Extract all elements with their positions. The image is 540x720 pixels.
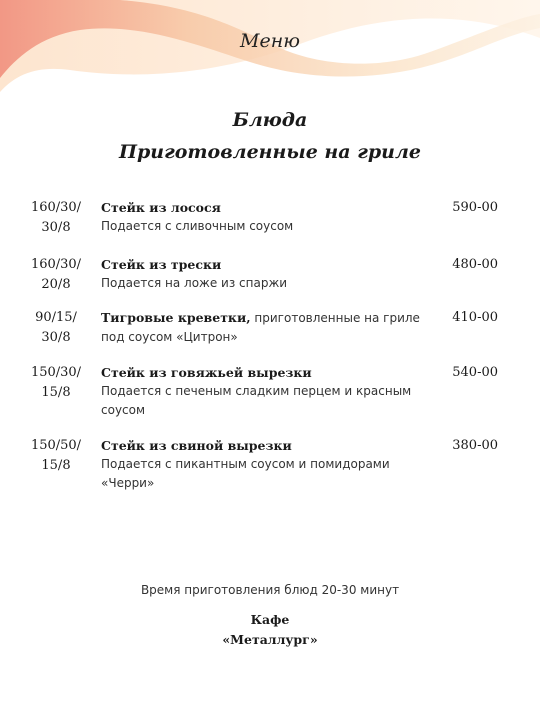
portion-line1: 90/15/ [35,310,77,325]
item-price: 540-00 [452,365,498,380]
portion-weight [24,308,88,348]
item-price: 590-00 [452,200,498,215]
cooking-time-note: Время приготовления блюд 20-30 минут [140,583,400,597]
portion-weight [24,255,88,295]
portion-line2: 15/8 [41,458,71,473]
item-name: Стейк из трески [101,257,222,272]
cafe-signature [0,610,540,650]
portion-line2: 15/8 [41,385,71,400]
item-description [101,363,439,420]
item-description [101,198,439,236]
item-price: 410-00 [452,310,498,325]
portion-line2: 30/8 [41,330,71,345]
item-description [101,436,439,493]
item-description [101,255,439,293]
portion-line1: 150/30/ [30,365,82,380]
item-price: 480-00 [452,257,498,272]
item-text: Подается с сливочным соусом [101,219,294,233]
item-name: Стейк из свиной вырезки [101,438,292,453]
item-name: Стейк из говяжьей вырезки [101,365,312,380]
item-price: 380-00 [452,438,498,453]
item-name: Тигровые креветки, [101,310,251,325]
section-title-line1: Блюда [232,109,308,131]
item-text: Подается с печеным сладким перцем и красным соусом [101,384,412,417]
item-name: Стейк из лосося [101,200,221,215]
cafe-label: Кафе [250,612,290,627]
section-title-line2: Приготовленные на гриле [119,141,421,163]
section-title [0,104,540,168]
portion-weight [24,198,88,238]
portion-weight [24,436,88,476]
portion-line1: 160/30/ [30,257,82,272]
portion-line1: 160/30/ [30,200,82,215]
portion-line1: 150/50/ [30,438,82,453]
item-text: Подается на ложе из спаржи [101,276,288,290]
item-text: приготовленные на гриле под соусом «Цитрон» [101,311,420,344]
header-banner [0,0,540,110]
portion-line2: 20/8 [41,277,71,292]
header-title: Меню [240,30,300,52]
portion-line2: 30/8 [41,220,71,235]
cafe-name: «Металлург» [222,632,318,647]
item-description [101,308,439,347]
item-text: Подается с пикантным соусом и помидорами «Черри» [101,457,390,490]
portion-weight [24,363,88,403]
